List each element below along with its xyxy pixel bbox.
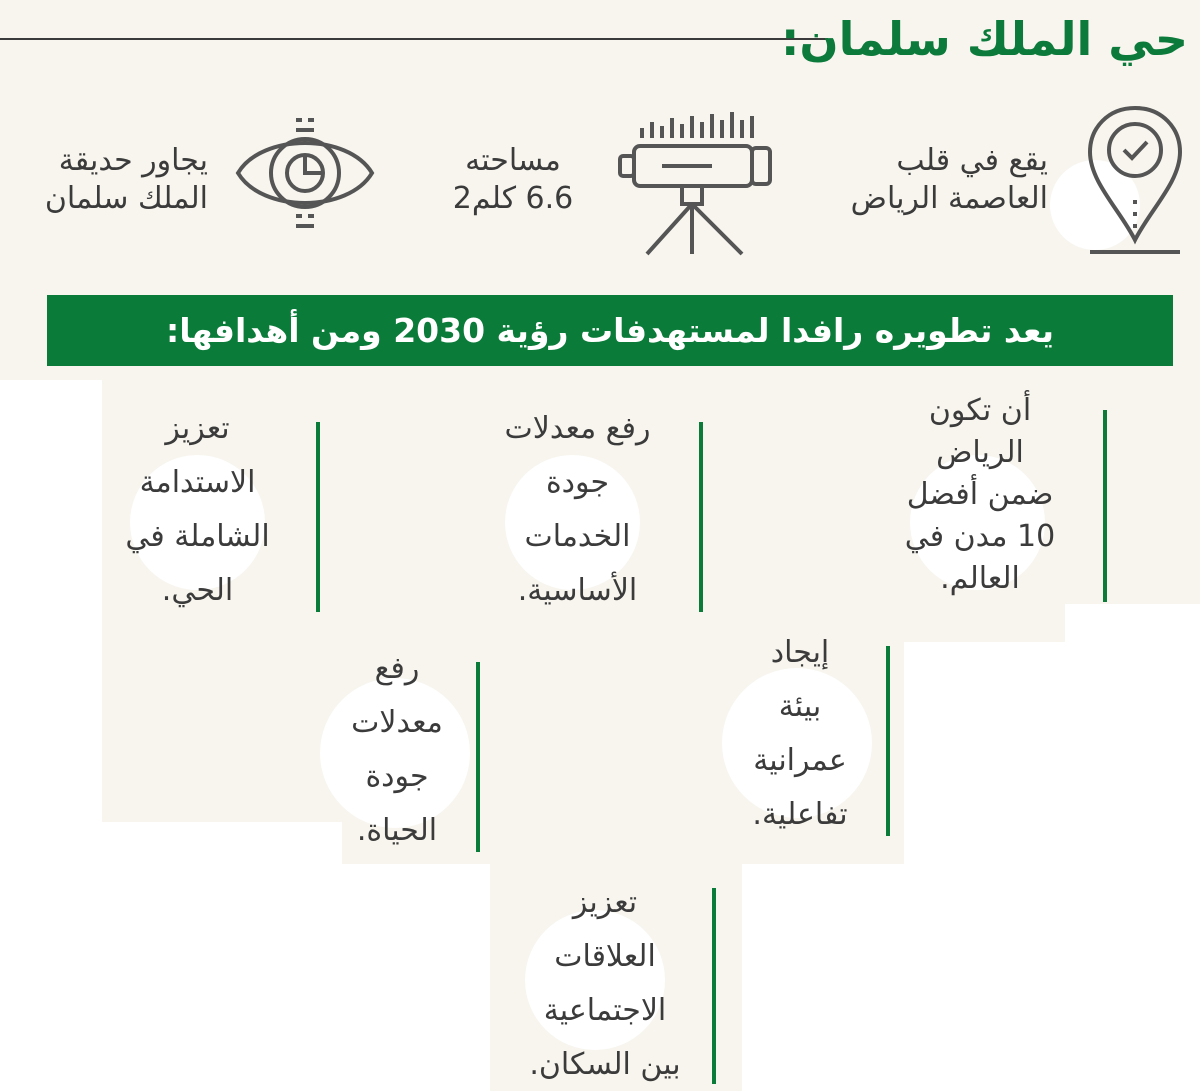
goals-banner: يعد تطويره رافدا لمستهدفات رؤية 2030 ومن أهدافها: — [47, 295, 1173, 366]
goal-6-text: تعزيز العلاقات الاجتماعية بين السكان. — [529, 885, 681, 1082]
fact-area-line1: مساحته — [465, 143, 561, 178]
goal-1-text: أن تكون الرياض ضمن أفضل 10 مدن في العالم. — [904, 393, 1056, 596]
goal-1-divider — [1103, 410, 1107, 602]
map-pin-check-icon — [1080, 100, 1190, 260]
goal-4-divider — [886, 646, 890, 836]
goal-3-text: تعزيز الاستدامة الشاملة في الحي. — [125, 411, 270, 608]
goal-5-text: رفع معدلات جودة الحياة. — [351, 651, 443, 848]
fact-area — [428, 142, 598, 218]
goal-4-text: إيجاد بيئة عمرانية تفاعلية. — [752, 635, 848, 832]
fact-neighbor-line1: يجاور حديقة — [58, 143, 208, 178]
title-rule — [0, 38, 828, 40]
survey-instrument-icon — [612, 98, 777, 258]
fact-location-line1: يقع في قلب — [896, 143, 1048, 178]
fact-neighbor-line2: الملك سلمان — [44, 181, 208, 216]
goal-3-divider — [316, 422, 320, 612]
goal-6-divider — [712, 888, 716, 1084]
fact-area-line2: 6.6 كلم2 — [452, 181, 574, 216]
goal-2-divider — [699, 422, 703, 612]
fact-location — [851, 142, 1048, 218]
page-title: حي الملك سلمان: — [781, 12, 1188, 66]
eye-icon — [232, 108, 378, 238]
fact-neighbor — [45, 142, 208, 218]
goal-2-text: رفع معدلات جودة الخدمات الأساسية. — [504, 411, 651, 608]
fact-location-line2: العاصمة الرياض — [850, 181, 1048, 216]
goal-5-divider — [476, 662, 480, 852]
